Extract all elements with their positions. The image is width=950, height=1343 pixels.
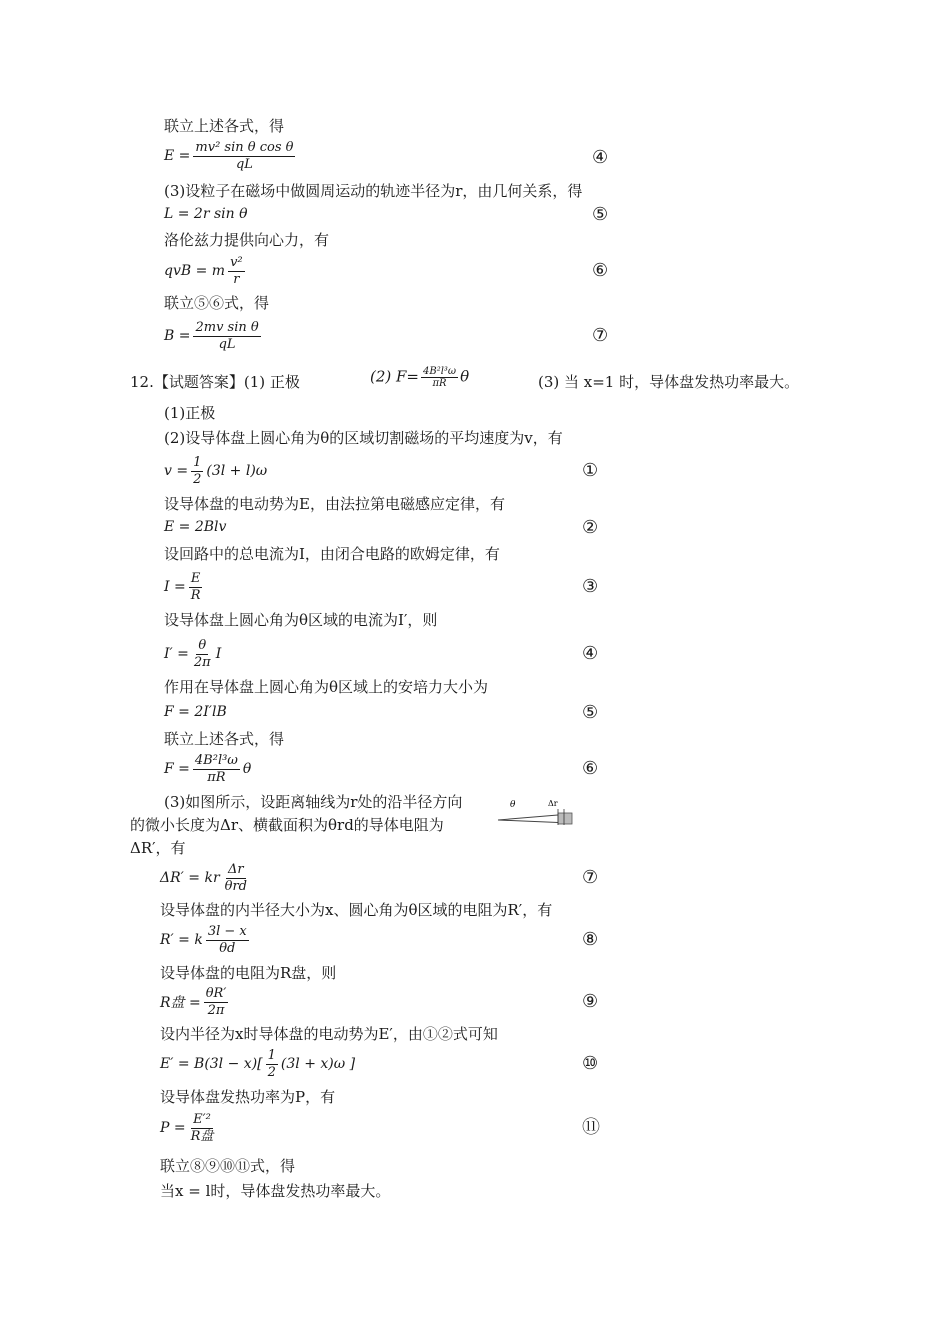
step-text-6: 联立上述各式，得 <box>164 730 285 748</box>
eq-8 <box>160 920 252 960</box>
denominator: θd <box>219 940 236 956</box>
eq-9 <box>160 982 231 1022</box>
answer-1: (1) 正极 <box>243 373 300 391</box>
denominator: 2π <box>193 654 211 670</box>
denominator: 2 <box>267 1064 276 1080</box>
step-text-7b: 的微小长度为Δr、横截面积为θrd的导体电阻为 <box>130 816 444 834</box>
numerator: 4B²l³ω <box>194 752 238 768</box>
eq-lhs: ΔR′ = kr <box>160 870 220 886</box>
denominator: 2π <box>207 1002 225 1018</box>
eq-2 <box>164 508 226 546</box>
numerator: Δr <box>228 861 244 877</box>
eq-lhs: I′ = <box>164 646 189 662</box>
step-text-3: 设回路中的总电流为I，由闭合电路的欧姆定律，有 <box>164 545 500 563</box>
eq-lhs: E′ = B(3l − x)[ <box>160 1056 263 1072</box>
numerator: v² <box>230 254 243 270</box>
eq-6 <box>164 749 251 789</box>
eq-text: E = 2Blv <box>164 519 227 535</box>
equation-5 <box>164 195 248 233</box>
eq-lhs: F = <box>164 761 190 777</box>
marker-6: ⑥ <box>592 260 609 281</box>
eq-lhs: B = <box>164 328 191 344</box>
numerator: mv² sin θ cos θ <box>195 139 294 155</box>
eq-3 <box>164 567 206 607</box>
figure-element-block <box>558 813 572 824</box>
step-text-7c: ΔR′，有 <box>130 839 186 857</box>
fraction <box>223 862 249 895</box>
marker-7b: ⑦ <box>582 867 599 888</box>
eq-lhs: v = <box>164 463 189 479</box>
denominator: πR <box>432 378 447 389</box>
step-text-7a: (3)如图所示，设距离轴线为r处的沿半径方向 <box>164 793 463 811</box>
sector-sketch-figure <box>494 798 576 828</box>
marker-8: ⑧ <box>582 929 599 950</box>
denominator: 2 <box>193 471 202 487</box>
eq-lhs: R盘 = <box>160 995 201 1011</box>
equation-7 <box>164 316 264 356</box>
step-text-4: 设导体盘上圆心角为θ区域的电流为I′，则 <box>164 611 438 629</box>
denominator: πR <box>207 769 226 785</box>
numerator: 4B²l³ω <box>423 366 457 377</box>
eq-1 <box>164 451 267 491</box>
eq-4 <box>164 634 221 674</box>
eq-lhs: R′ = k <box>160 932 203 948</box>
fraction <box>193 753 240 786</box>
denominator: qL <box>218 336 236 352</box>
eq-lhs: qvB = m <box>164 263 226 279</box>
eq-5 <box>164 693 227 731</box>
numerator: 3l − x <box>207 923 247 939</box>
eq-rhs: I <box>215 646 222 662</box>
fraction <box>206 924 249 957</box>
marker-11: ⑪ <box>582 1117 600 1138</box>
denominator: R盘 <box>190 1128 214 1144</box>
eq-10 <box>160 1044 355 1084</box>
step-1: (1)正极 <box>164 404 216 422</box>
denominator: θrd <box>224 878 248 894</box>
eq-text: F = 2I′lB <box>164 704 227 720</box>
answer-2-prefix: (2) F= <box>370 367 419 386</box>
answer-2-suffix: θ <box>460 367 470 386</box>
fraction <box>193 140 295 173</box>
answer-2 <box>370 366 469 389</box>
question-number: 12. <box>130 373 154 391</box>
step-text-8: 设导体盘的内半径大小为x、圆心角为θ区域的电阻为R′，有 <box>160 901 553 919</box>
numerator: E′² <box>193 1111 211 1127</box>
numerator: θ <box>198 637 207 653</box>
numerator: 1 <box>193 454 202 470</box>
equation-4 <box>164 136 298 176</box>
step-text-9: 设导体盘的电阻为R盘，则 <box>160 964 337 982</box>
eq-lhs: E = <box>164 148 191 164</box>
marker-7: ⑦ <box>592 325 609 346</box>
denominator: r <box>233 271 240 287</box>
marker-2: ② <box>582 517 599 538</box>
marker-5b: ⑤ <box>582 702 599 723</box>
answer-tag: 【试题答案】 <box>153 373 244 391</box>
text-q3: (3)设粒子在磁场中做圆周运动的轨迹半径为r，由几何关系，得 <box>164 182 583 200</box>
fraction <box>193 320 260 353</box>
numerator: θR′ <box>205 985 227 1001</box>
eq-rhs: (3l + x)ω ] <box>280 1056 356 1072</box>
q12-header <box>130 372 300 392</box>
eq-11 <box>160 1108 218 1148</box>
step-text-12: 联立⑧⑨⑩⑪式，得 <box>160 1157 296 1175</box>
answer-3: (3) 当 x=1 时，导体盘发热功率最大。 <box>538 373 800 391</box>
equation-6 <box>164 251 248 291</box>
marker-4b: ④ <box>582 643 599 664</box>
denominator: R <box>190 587 201 603</box>
text-combine: 联立上述各式，得 <box>164 117 285 135</box>
marker-9: ⑨ <box>582 991 599 1012</box>
fraction <box>228 255 245 288</box>
fraction <box>192 638 213 671</box>
figure-dr-label: Δr <box>548 799 558 808</box>
marker-4: ④ <box>592 147 609 168</box>
marker-6b: ⑥ <box>582 758 599 779</box>
fraction <box>191 455 203 488</box>
step-text-5: 作用在导体盘上圆心角为θ区域上的安培力大小为 <box>164 678 489 696</box>
text-combine56: 联立⑤⑥式，得 <box>164 294 270 312</box>
eq-lhs: I = <box>164 579 186 595</box>
eq-rhs: (3l + l)ω <box>206 463 268 479</box>
numerator: 1 <box>267 1047 276 1063</box>
numerator: 2mv sin θ <box>195 319 259 335</box>
step-text-10: 设内半径为x时导体盘的电动势为E′，由①②式可知 <box>160 1025 498 1043</box>
eq-lhs: P = <box>160 1120 186 1136</box>
marker-1: ① <box>582 460 599 481</box>
text-lorentz: 洛伦兹力提供向心力，有 <box>164 231 330 249</box>
conclusion: 当x = l时，导体盘发热功率最大。 <box>160 1182 391 1200</box>
step-text-11: 设导体盘发热功率为P，有 <box>160 1088 336 1106</box>
numerator: E <box>190 570 201 586</box>
fraction <box>204 986 229 1019</box>
fraction <box>266 1048 278 1081</box>
eq-7 <box>160 858 252 898</box>
step-text-2: 设导体盘的电动势为E，由法拉第电磁感应定律，有 <box>164 495 505 513</box>
step-2: (2)设导体盘上圆心角为θ的区域切割磁场的平均速度为v，有 <box>164 429 563 447</box>
fraction <box>189 1112 216 1145</box>
marker-5: ⑤ <box>592 204 609 225</box>
fraction <box>189 571 203 604</box>
marker-3: ③ <box>582 576 599 597</box>
answer-2-fraction <box>421 366 458 389</box>
marker-10: ⑩ <box>582 1053 599 1074</box>
figure-theta-label: θ <box>510 800 516 810</box>
eq-text: L = 2r sin θ <box>164 206 248 222</box>
eq-rhs: θ <box>242 761 252 777</box>
denominator: qL <box>235 156 253 172</box>
